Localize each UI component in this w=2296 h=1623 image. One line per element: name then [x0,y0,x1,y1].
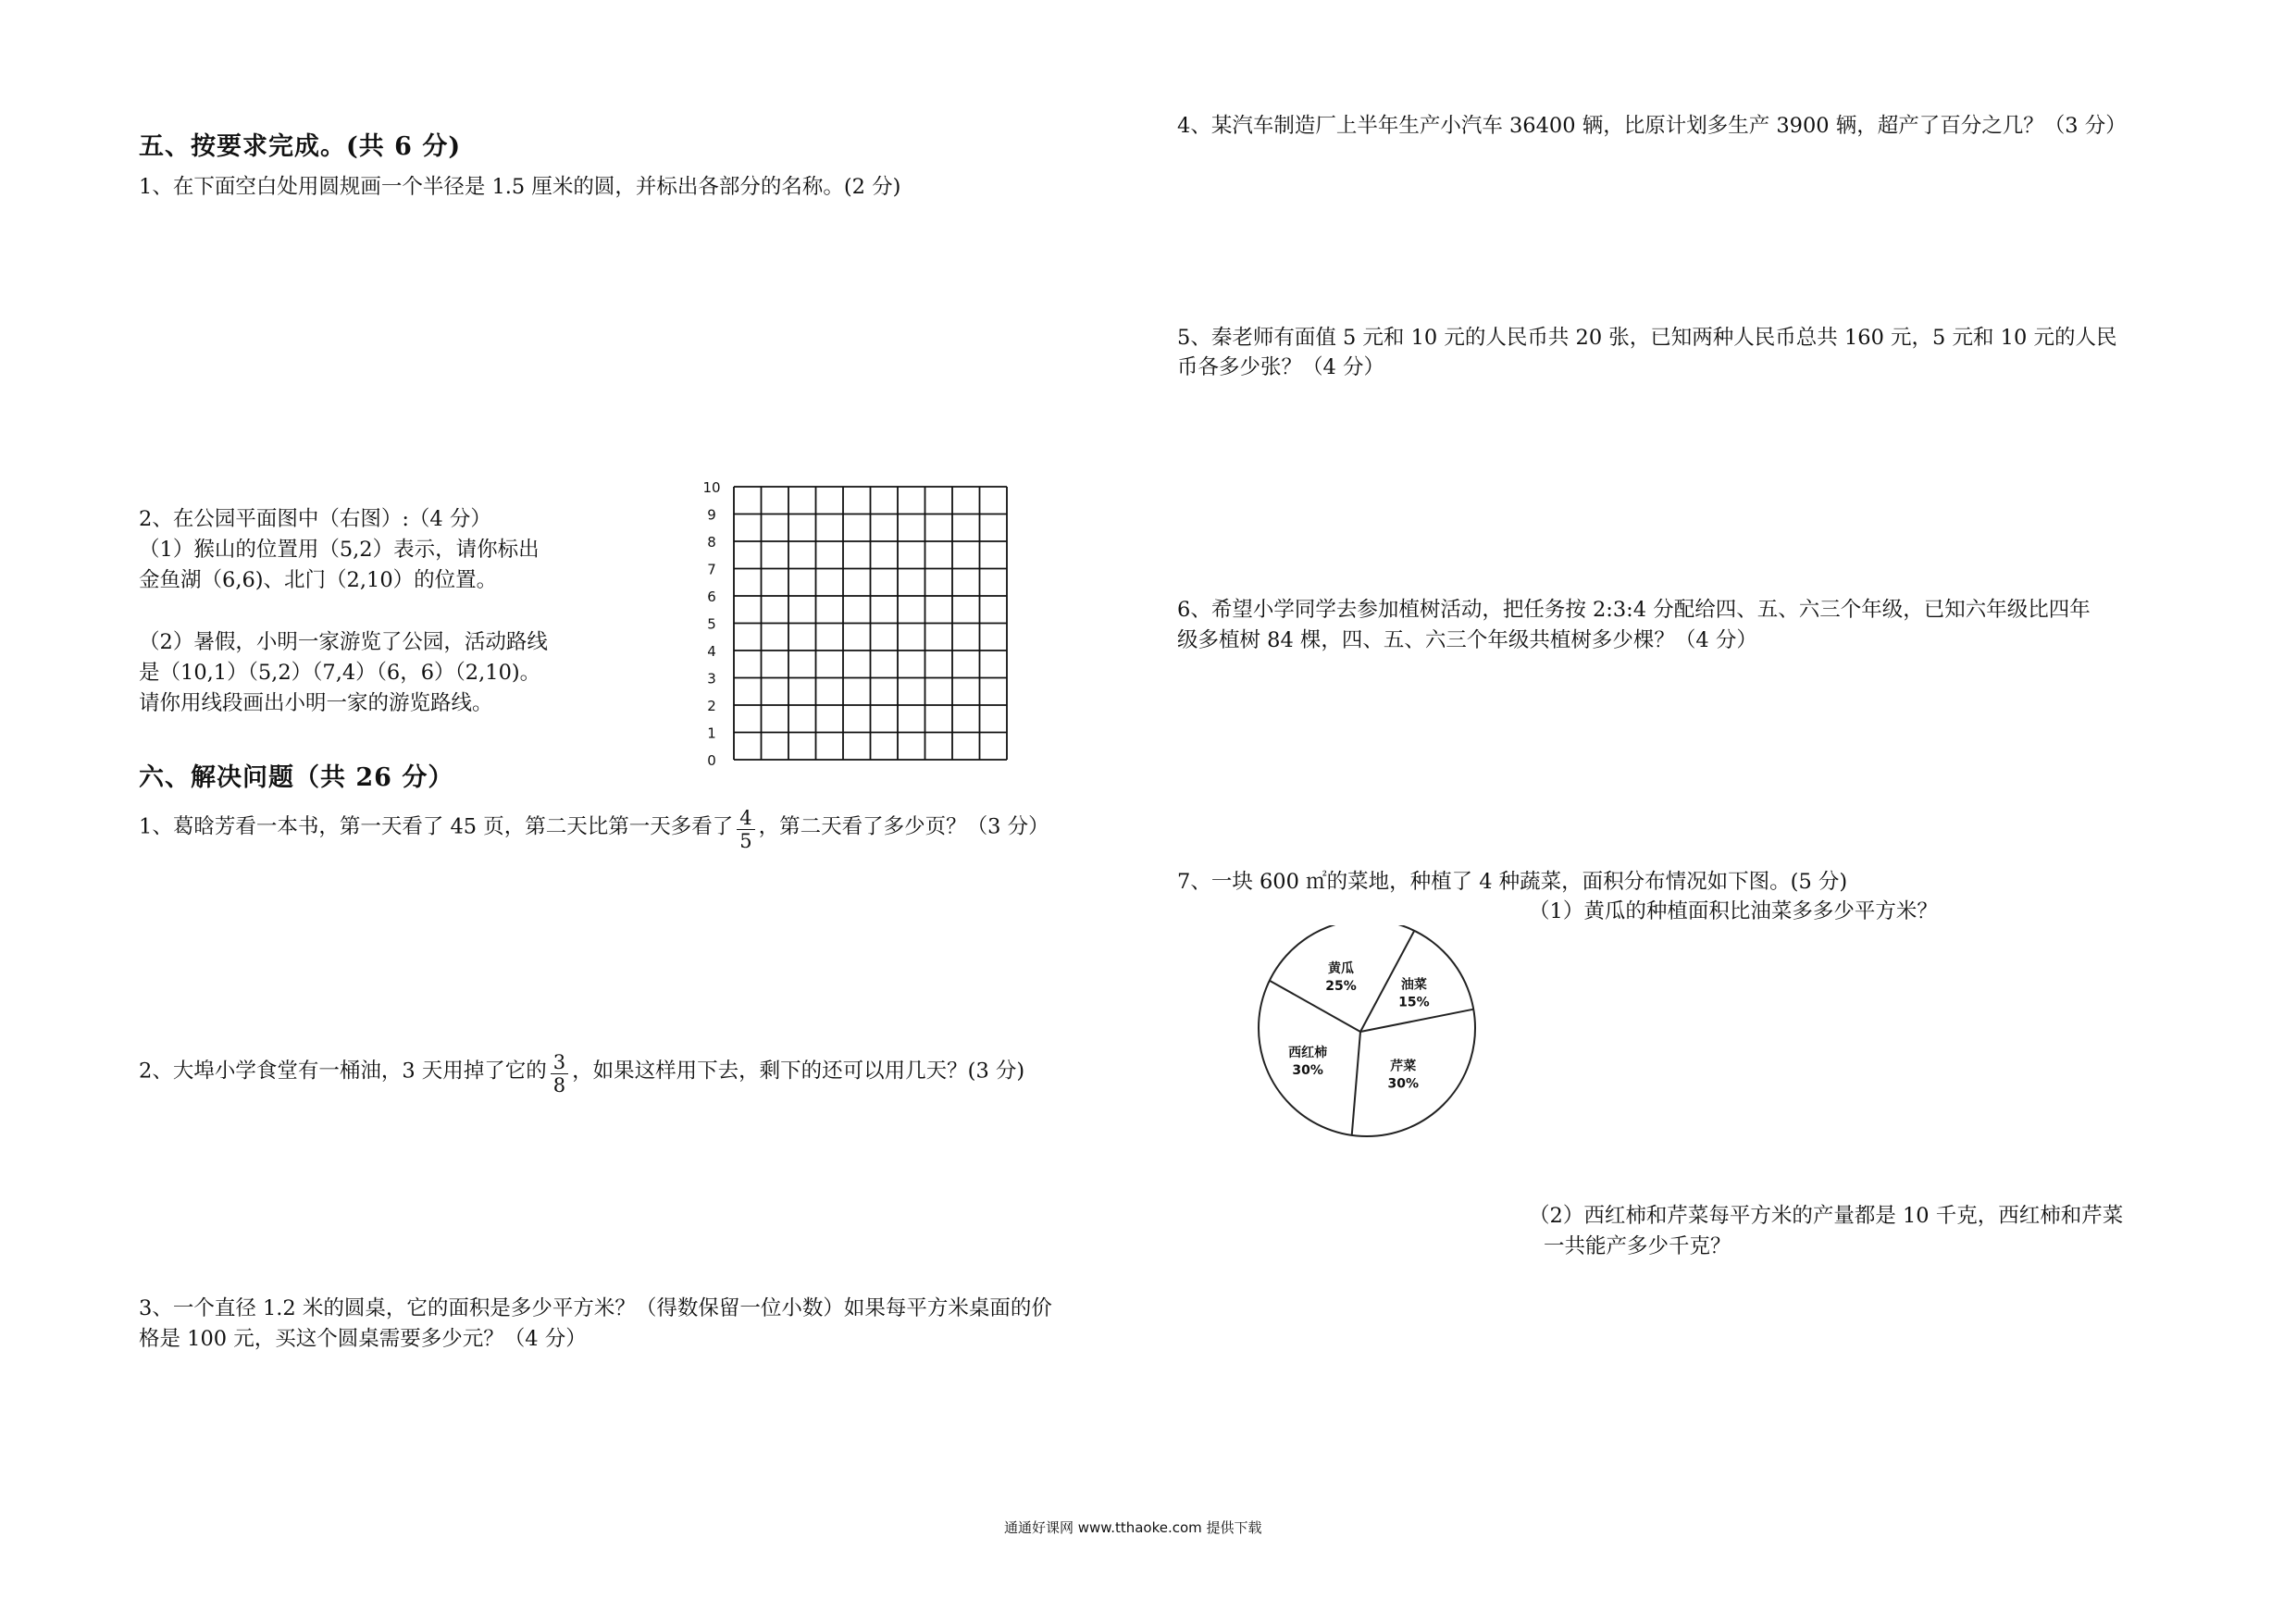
fraction-four-fifths [737,807,754,852]
grid-row-label: 0 [707,752,716,769]
section-6-question-2 [139,1049,1024,1095]
grid-row-label: 6 [707,588,716,605]
pie-slice-boundary [1360,1010,1473,1032]
section-5-question-2-intro: 2、在公园平面图中（右图）:（4 分） [139,507,491,531]
pie-slice-value-label: 30% [1387,1076,1420,1092]
question-7-sub-2-line-2: 一共能产多少千克？ [1544,1234,1731,1258]
question-6-line-1: 6、希望小学同学去参加植树活动，把任务按 2:3:4 分配给四、五、六三个年级，已知六年级比四年 [1177,598,2091,622]
vegetable-area-pie-chart [1240,925,1490,1138]
section-6-question-1 [139,805,1049,850]
fraction-numerator: 3 [551,1051,568,1074]
question-7-intro: 7、一块 600 ㎡的菜地，种植了 4 种蔬菜，面积分布情况如下图。(5 分) [1177,870,1848,894]
pie-slice-value-label: 15% [1398,995,1430,1010]
pie-slice-boundary [1352,1032,1360,1135]
section-5-question-2-part-2-line-2: 是（10,1）（5,2）（7,4）（6，6）（2,10)。 [139,661,541,685]
grid-row-label: 8 [707,534,716,551]
section-6-question-1-text-before: 1、葛晗芳看一本书，第一天看了 45 页，第二天比第一天多看了 [139,814,734,839]
section-6-question-1-text-after: ，第二天看了多少页？（3 分） [758,814,1049,839]
question-5-line-2: 币各多少张？（4 分） [1177,355,1384,379]
question-4: 4、某汽车制造厂上半年生产小汽车 36400 辆，比原计划多生产 3900 辆，超产了百分之几？（3 分） [1177,114,2127,138]
pie-slice-label: 油菜 [1400,977,1427,993]
section-5-question-2-part-1-line-1: （1）猴山的位置用（5,2）表示，请你标出 [139,538,540,562]
grid-row-label: 5 [707,615,716,633]
pie-slice-value-label: 30% [1292,1063,1323,1079]
footer-source: 通通好课网 www.tthaoke.com 提供下载 [1004,1519,1262,1536]
question-7-sub-1: （1）黄瓜的种植面积比油菜多多少平方米？ [1529,899,1938,923]
grid-row-label: 4 [707,643,716,660]
section-5-question-2-part-1-line-2: 金鱼湖（6,6)、北门（2,10）的位置。 [139,568,498,592]
question-7-sub-2-line-1: （2）西红柿和芹菜每平方米的产量都是 10 千克，西红柿和芹菜 [1529,1204,2124,1228]
section-6-question-2-text-before: 2、大埠小学食堂有一桶油，3 天用掉了它的 [139,1059,547,1084]
pie-slice-label: 西红柿 [1288,1046,1328,1061]
pie-slice-value-label: 25% [1325,979,1357,995]
section-6-question-2-text-after: ，如果这样用下去，剩下的还可以用几天？(3 分) [572,1059,1025,1084]
section-6-question-3-line-2: 格是 100 元，买这个圆桌需要多少元？（4 分） [139,1327,587,1351]
question-5-line-1: 5、秦老师有面值 5 元和 10 元的人民币共 20 张，已知两种人民币总共 160 元，5 元和 10 元的人民 [1177,326,2117,350]
question-6-line-2: 级多植树 84 棵，四、五、六三个年级共植树多少棵？（4 分） [1177,628,1757,652]
section-6-title: 六、解决问题（共 26 分） [139,763,454,792]
grid-row-label: 9 [707,506,716,524]
fraction-three-eighths [551,1051,568,1096]
section-5-question-2-part-2-line-3: 请你用线段画出小明一家的游览路线。 [139,691,493,715]
pie-slice-label: 芹菜 [1390,1059,1417,1074]
grid-row-label: 2 [707,698,716,714]
coordinate-grid [689,472,1013,777]
fraction-denominator: 8 [552,1074,566,1096]
section-5-question-1: 1、在下面空白处用圆规画一个半径是 1.5 厘米的圆，并标出各部分的名称。(2 分) [139,175,901,199]
grid-row-label: 7 [707,561,716,578]
grid-row-label: 3 [707,670,716,688]
pie-slice-label: 黄瓜 [1328,961,1355,977]
fraction-numerator: 4 [737,807,754,830]
section-5-question-2-part-2-line-1: （2）暑假，小明一家游览了公园，活动路线 [139,630,548,654]
grid-row-label: 1 [707,725,716,742]
grid-row-label: 10 [702,479,721,496]
fraction-denominator: 5 [739,830,752,852]
section-6-question-3-line-1: 3、一个直径 1.2 米的圆桌，它的面积是多少平方米？（得数保留一位小数）如果每平方米桌面的价 [139,1296,1052,1320]
section-5-title: 五、按要求完成。(共 6 分) [139,132,462,161]
